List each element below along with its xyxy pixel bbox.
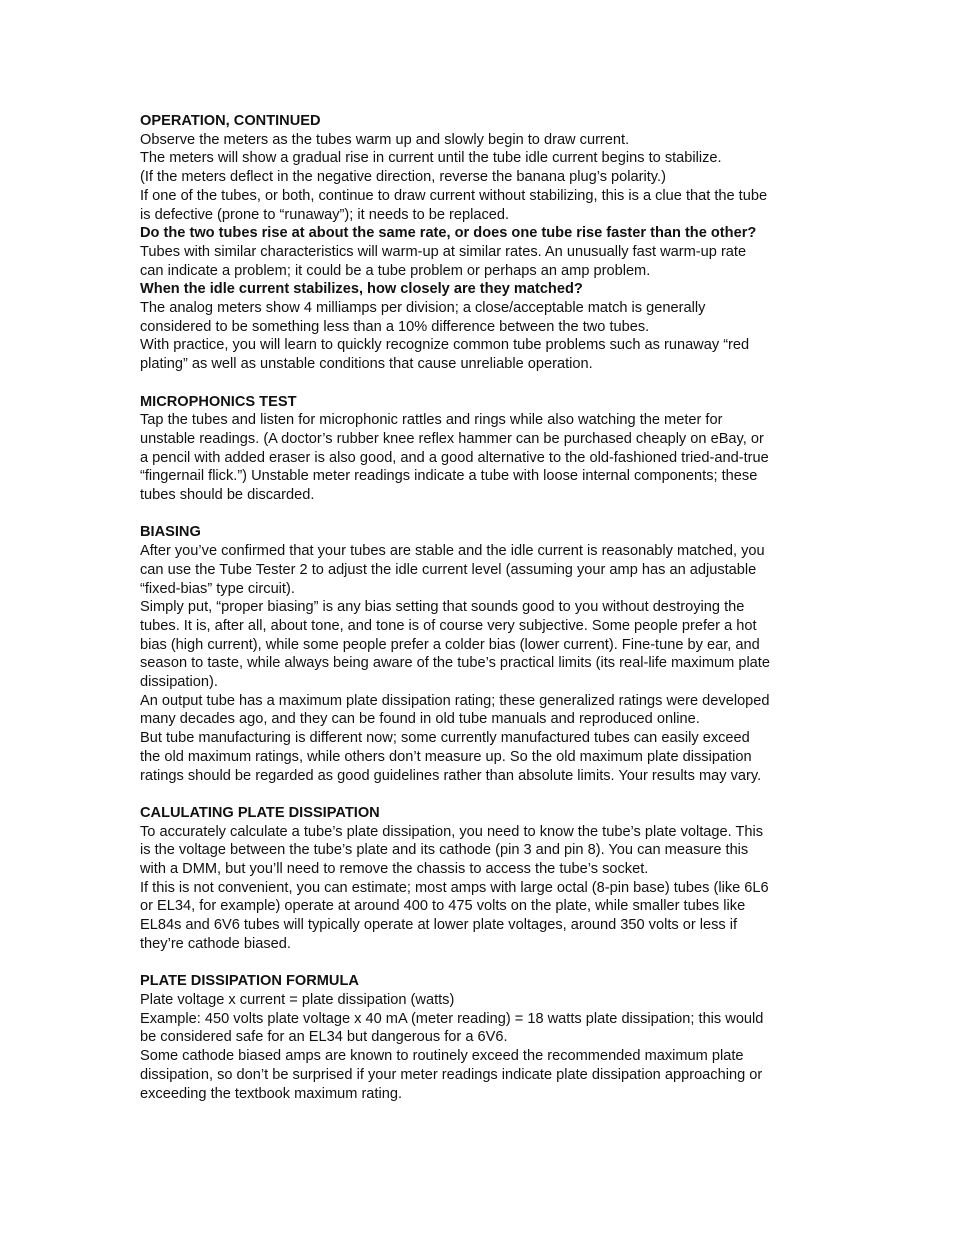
body-text-line: bias (high current), while some people prefer a colder bias (lower current). Fine-tune by ear, and <box>140 636 760 653</box>
body-text-line: plating” as well as unstable conditions that cause unreliable operation. <box>140 356 593 373</box>
body-text-line: can use the Tube Tester 2 to adjust the idle current level (assuming your amp has an adjustable <box>140 561 757 578</box>
section-heading: OPERATION, CONTINUED <box>140 113 321 129</box>
body-text-line: unstable readings. (A doctor’s rubber knee reflex hammer can be purchased cheaply on eBay, or <box>140 430 764 447</box>
section-heading: PLATE DISSIPATION FORMULA <box>140 973 359 990</box>
body-text-line: But tube manufacturing is different now; some currently manufactured tubes can easily exceed <box>140 730 750 747</box>
body-text-line: the old maximum ratings, while others don’t measure up. So the old maximum plate dissipation <box>140 748 752 765</box>
body-text-line: exceeding the textbook maximum rating. <box>140 1085 403 1102</box>
document-page <box>140 112 820 1103</box>
body-text-line: with a DMM, but you’ll need to remove the chassis to access the tube’s socket. <box>140 861 649 878</box>
body-text-line: The analog meters show 4 milliamps per division; a close/acceptable match is generally <box>140 300 706 317</box>
body-text-line: Tap the tubes and listen for microphonic rattles and rings while also watching the meter for <box>140 412 723 429</box>
subheading-question: Do the two tubes rise at about the same rate, or does one tube rise faster than the other? <box>140 225 757 242</box>
body-text-line: season to taste, while always being aware of the tube’s practical limits (its real-life maximum plate <box>140 655 770 672</box>
body-text-line: “fingernail flick.”) Unstable meter readings indicate a tube with loose internal components; these <box>140 468 758 485</box>
section <box>140 112 820 374</box>
body-text-line: tubes. It is, after all, about tone, and tone is of course very subjective. Some people prefer a hot <box>140 617 757 634</box>
body-text-line: Tubes with similar characteristics will warm-up at similar rates. An unusually fast warm-up rate <box>140 243 747 260</box>
body-text-line: they’re cathode biased. <box>140 935 291 952</box>
body-text-line: or EL34, for example) operate at around 400 to 475 volts on the plate, while smaller tubes like <box>140 898 746 915</box>
body-text-line: “fixed-bias” type circuit). <box>140 580 295 597</box>
section-spacer <box>140 374 820 393</box>
body-text-line: (If the meters deflect in the negative direction, reverse the banana plug’s polarity.) <box>140 169 666 186</box>
body-text-line: Some cathode biased amps are known to routinely exceed the recommended maximum plate <box>140 1048 744 1065</box>
body-text-line: ratings should be regarded as good guidelines rather than absolute limits. Your results may vary. <box>140 767 762 784</box>
body-text-line: dissipation, so don’t be surprised if your meter readings indicate plate dissipation approaching or <box>140 1066 763 1083</box>
body-text-line: Observe the meters as the tubes warm up and slowly begin to draw current. <box>140 131 630 148</box>
section <box>140 804 820 954</box>
body-text-line: If one of the tubes, or both, continue to draw current without stabilizing, this is a clue that the tube <box>140 187 768 204</box>
body-text-line: many decades ago, and they can be found in old tube manuals and reproduced online. <box>140 711 700 728</box>
section <box>140 393 820 505</box>
body-text-line: After you’ve confirmed that your tubes are stable and the idle current is reasonably matched, you <box>140 543 765 560</box>
body-text-line: tubes should be discarded. <box>140 487 315 504</box>
section-spacer <box>140 954 820 973</box>
body-text-line: Plate voltage x current = plate dissipation (watts) <box>140 991 455 1008</box>
section-heading: BIASING <box>140 524 201 541</box>
body-text-line: is the voltage between the tube’s plate and its cathode (pin 3 and pin 8). You can measure this <box>140 842 749 859</box>
subheading-question: When the idle current stabilizes, how closely are they matched? <box>140 281 583 298</box>
body-text-line: To accurately calculate a tube’s plate dissipation, you need to know the tube’s plate voltage. This <box>140 823 764 840</box>
body-text-line: If this is not convenient, you can estimate; most amps with large octal (8-pin base) tubes (like 6L6 <box>140 879 769 896</box>
section-heading: MICROPHONICS TEST <box>140 393 297 410</box>
body-text-line: a pencil with added eraser is also good, and a good alternative to the old-fashioned tried-and-true <box>140 449 769 466</box>
section <box>140 972 820 1103</box>
body-text-line: With practice, you will learn to quickly recognize common tube problems such as runaway “red <box>140 337 750 354</box>
body-text-line: The meters will show a gradual rise in current until the tube idle current begins to stabilize. <box>140 150 722 167</box>
section-spacer <box>140 505 820 524</box>
body-text-line: considered to be something less than a 10% difference between the two tubes. <box>140 318 650 335</box>
section-spacer <box>140 785 820 804</box>
body-text-line: dissipation). <box>140 674 218 691</box>
body-text-line: EL84s and 6V6 tubes will typically operate at lower plate voltages, around 350 volts or less if <box>140 917 738 934</box>
section <box>140 523 820 785</box>
section-heading: CALULATING PLATE DISSIPATION <box>140 804 380 821</box>
body-text-line: Example: 450 volts plate voltage x 40 mA (meter reading) = 18 watts plate dissipation; this would <box>140 1010 764 1027</box>
body-text-line: can indicate a problem; it could be a tube problem or perhaps an amp problem. <box>140 262 651 279</box>
body-text-line: An output tube has a maximum plate dissipation rating; these generalized ratings were developed <box>140 692 770 709</box>
body-text-line: Simply put, “proper biasing” is any bias setting that sounds good to you without destroying the <box>140 599 745 616</box>
body-text-line: be considered safe for an EL34 but dangerous for a 6V6. <box>140 1029 508 1046</box>
body-text-line: is defective (prone to “runaway”); it needs to be replaced. <box>140 206 510 223</box>
